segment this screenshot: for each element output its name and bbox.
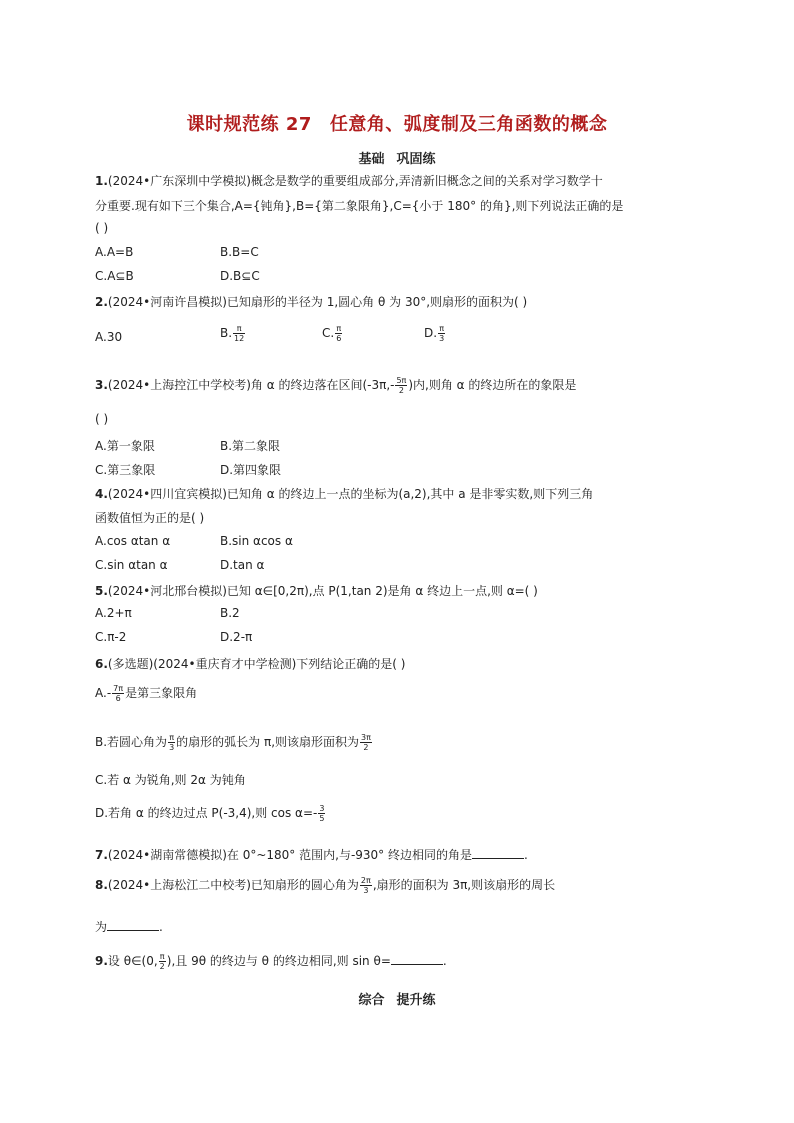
question-2-option-b: B. $\frac{\pi}{12}$ [220,324,245,343]
question-3-option-b: B.第二象限 [220,439,281,453]
question-2-option-a: A.30 [95,330,123,344]
answer-blank-8[interactable] [107,918,159,931]
page-title [0,110,794,136]
question-5: 5.(2024•河北邢台模拟)已知 α∈[0,2π),点 P(1,tan 2)是角 α 终边上一点,则 α=( ) [95,584,538,598]
question-3-line-1: 3.(2024•上海控江中学校考)角 α 的终边落在区间(-3π,- $\frac{5\pi}{2}$ )内,则角 α 的终边所在的象限是 [95,376,577,395]
question-4-option-d: D.tan α [220,558,265,572]
section-basic: 基础 巩固练 [358,152,436,167]
question-9-fraction: $\frac{\pi}{2}$ [159,952,165,971]
question-2: 2.(2024•河南许昌模拟)已知扇形的半径为 1,圆心角 θ 为 30°,则扇形的面积为( ) [95,295,528,309]
question-4-line-1: 4.(2024•四川宜宾模拟)已知角 α 的终边上一点的坐标为(a,2),其中 a 是非零实数,则下列三角 [95,487,594,501]
question-3-option-d: D.第四象限 [220,463,282,477]
question-6-option-c: C.若 α 为锐角,则 2α 为钝角 [95,773,246,787]
answer-blank-7[interactable] [472,846,524,859]
question-6-option-a: A.- $\frac{7\pi}{6}$ 是第三象限角 [95,684,198,703]
question-1-option-c: C.A⊆B [95,269,134,283]
answer-blank-9[interactable] [391,952,443,965]
question-3-fraction: $\frac{5\pi}{2}$ [396,376,407,395]
question-5-option-c: C.π-2 [95,630,127,644]
question-5-option-b: B.2 [220,606,240,620]
question-1-option-b: B.B=C [220,245,259,259]
question-9: 9.设 θ∈(0, $\frac{\pi}{2}$ ),且 9θ 的终边与 θ 的终边相同,则 sin θ= . [95,952,447,971]
question-5-option-a: A.2+π [95,606,132,620]
question-8-fraction: $\frac{2\pi}{3}$ [360,876,371,895]
question-2-option-c: C. $\frac{\pi}{6}$ [322,324,342,343]
question-4-option-c: C.sin αtan α [95,558,168,572]
question-4-option-b: B.sin αcos α [220,534,293,548]
question-8-line-1: 8.(2024•上海松江二中校考)已知扇形的圆心角为 $\frac{2\pi}{3}$ ,扇形的面积为 3π,则该扇形的周长 [95,876,556,895]
question-3-option-c: C.第三象限 [95,463,156,477]
question-1-line-1: 1.(2024•广东深圳中学模拟)概念是数学的重要组成部分,弄清新旧概念之间的关系对学习数学十 [95,174,603,188]
question-1-option-a: A.A=B [95,245,134,259]
section-advanced: 综合 提升练 [358,993,436,1008]
question-6-option-b: B.若圆心角为 $\frac{\pi}{3}$ 的扇形的弧长为 π,则该扇形面积为 $\frac{3\pi}{2}$ [95,733,371,752]
question-4-line-2: 函数值恒为正的是( ) [95,511,205,525]
question-1-paren: ( ) [95,221,109,235]
question-3-option-a: A.第一象限 [95,439,155,453]
title-prefix: 课时规范练 27 [186,114,312,135]
question-5-option-d: D.2-π [220,630,253,644]
title-main: 任意角、弧度制及三角函数的概念 [329,114,608,135]
question-2-option-d: D. $\frac{\pi}{3}$ [424,324,445,343]
question-1-line-2: 分重要.现有如下三个集合,A={钝角},B={第二象限角},C={小于 180° 的角},则下列说法正确的是 [95,199,624,213]
question-1-option-d: D.B⊆C [220,269,260,283]
question-6-option-d: D.若角 α 的终边过点 P(-3,4),则 cos α=- $\frac{3}{5}$ [95,804,325,823]
question-8-line-2: 为 . [95,920,163,934]
question-6: 6.(多选题)(2024•重庆育才中学检测)下列结论正确的是( ) [95,657,406,671]
question-7: 7.(2024•湖南常德模拟)在 0°~180° 范围内,与-930° 终边相同的角是 . [95,848,528,862]
question-4-option-a: A.cos αtan α [95,534,171,548]
question-3-paren: ( ) [95,412,109,426]
